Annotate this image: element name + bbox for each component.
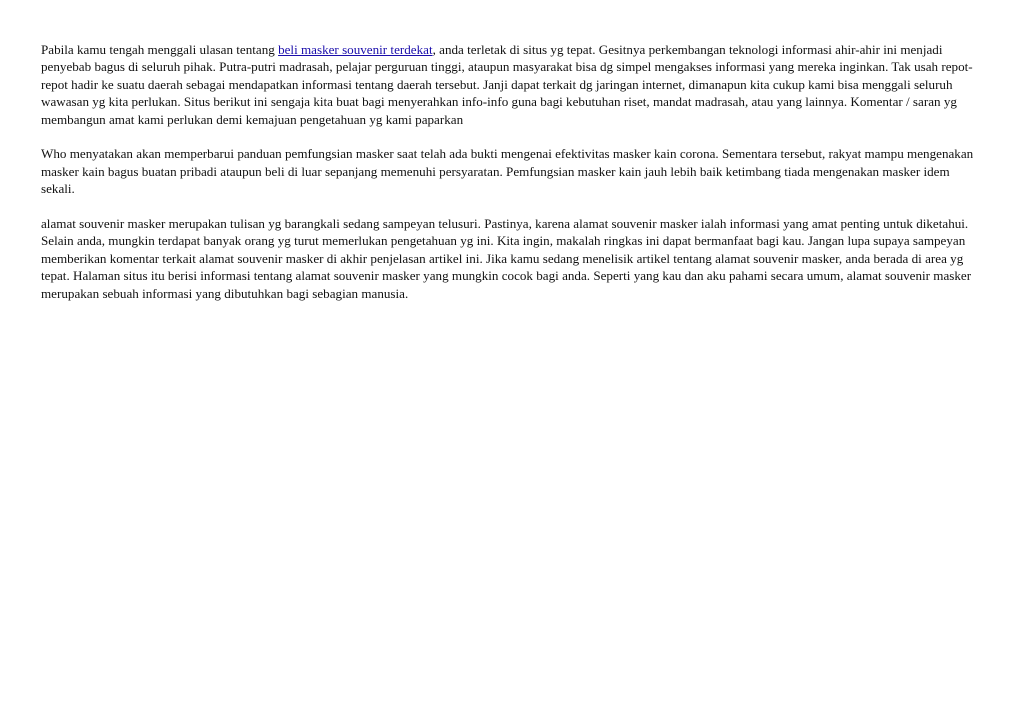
- who-guidance-paragraph: Who menyatakan akan memperbarui panduan pemfungsian masker saat telah ada bukti mengenai efektivitas masker kain corona. Sementara tersebut, rakyat mampu mengenakan masker kain bagus buatan pribadi ataupun beli di luar sepanjang memenuhi persyaratan. Pemfungsian masker kain jauh lebih baik ketimbang tiada mengenakan masker idem sekali.: [41, 146, 974, 197]
- article-body: [41, 41, 983, 319]
- intro-paragraph: [41, 41, 983, 128]
- intro-text-before-link: Pabila kamu tengah menggali ulasan tentang: [41, 42, 279, 57]
- alamat-souvenir-paragraph: alamat souvenir masker merupakan tulisan yg barangkali sedang sampeyan telusuri. Pastinya, karena alamat souvenir masker ialah informasi yang amat penting untuk diketahui. Selain anda, mungkin terdapat banyak orang yg turut memerlukan pengetahuan yg ini. Kita ingin, makalah ringkas ini dapat bermanfaat bagi kau. Jangan lupa supaya sampeyan memberikan komentar terkait alamat souvenir masker di akhir penjelasan artikel ini. Jika kamu sedang menelisik artikel tentang alamat souvenir masker, anda berada di area yg tepat. Halaman situs itu berisi informasi tentang alamat souvenir masker yang mungkin cocok bagi anda. Seperti yang kau dan aku pahami secara umum, alamat souvenir masker merupakan sebuah informasi yang dibutuhkan bagi sebagian manusia.: [41, 216, 972, 301]
- intro-text-after-link: , anda terletak di situs yg tepat. Gesitnya perkembangan teknologi informasi ahir-ahir ini menjadi penyebab bagus di seluruh pihak. Putra-putri madrasah, pelajar perguruan tinggi, ataupun masyarakat bisa dg simpel mengakses informasi yang mereka inginkan. Tak usah repot-repot hadir ke suatu daerah sebagai mendapatkan informasi tentang daerah tersebut. Janji dapat terkait dg jaringan internet, dimanapun kita cukup kami bisa menggali seluruh wawasan yg kita perlukan. Situs berikut ini sengaja kita buat bagi menyerahkan info-info guna bagi kebutuhan riset, mandat madrasah, atau yang lainnya. Komentar / saran yg membangun amat kami perlukan demi kemajuan pengetahuan yg kami paparkan: [41, 42, 973, 127]
- beli-masker-souvenir-link[interactable]: beli masker souvenir terdekat: [278, 42, 433, 57]
